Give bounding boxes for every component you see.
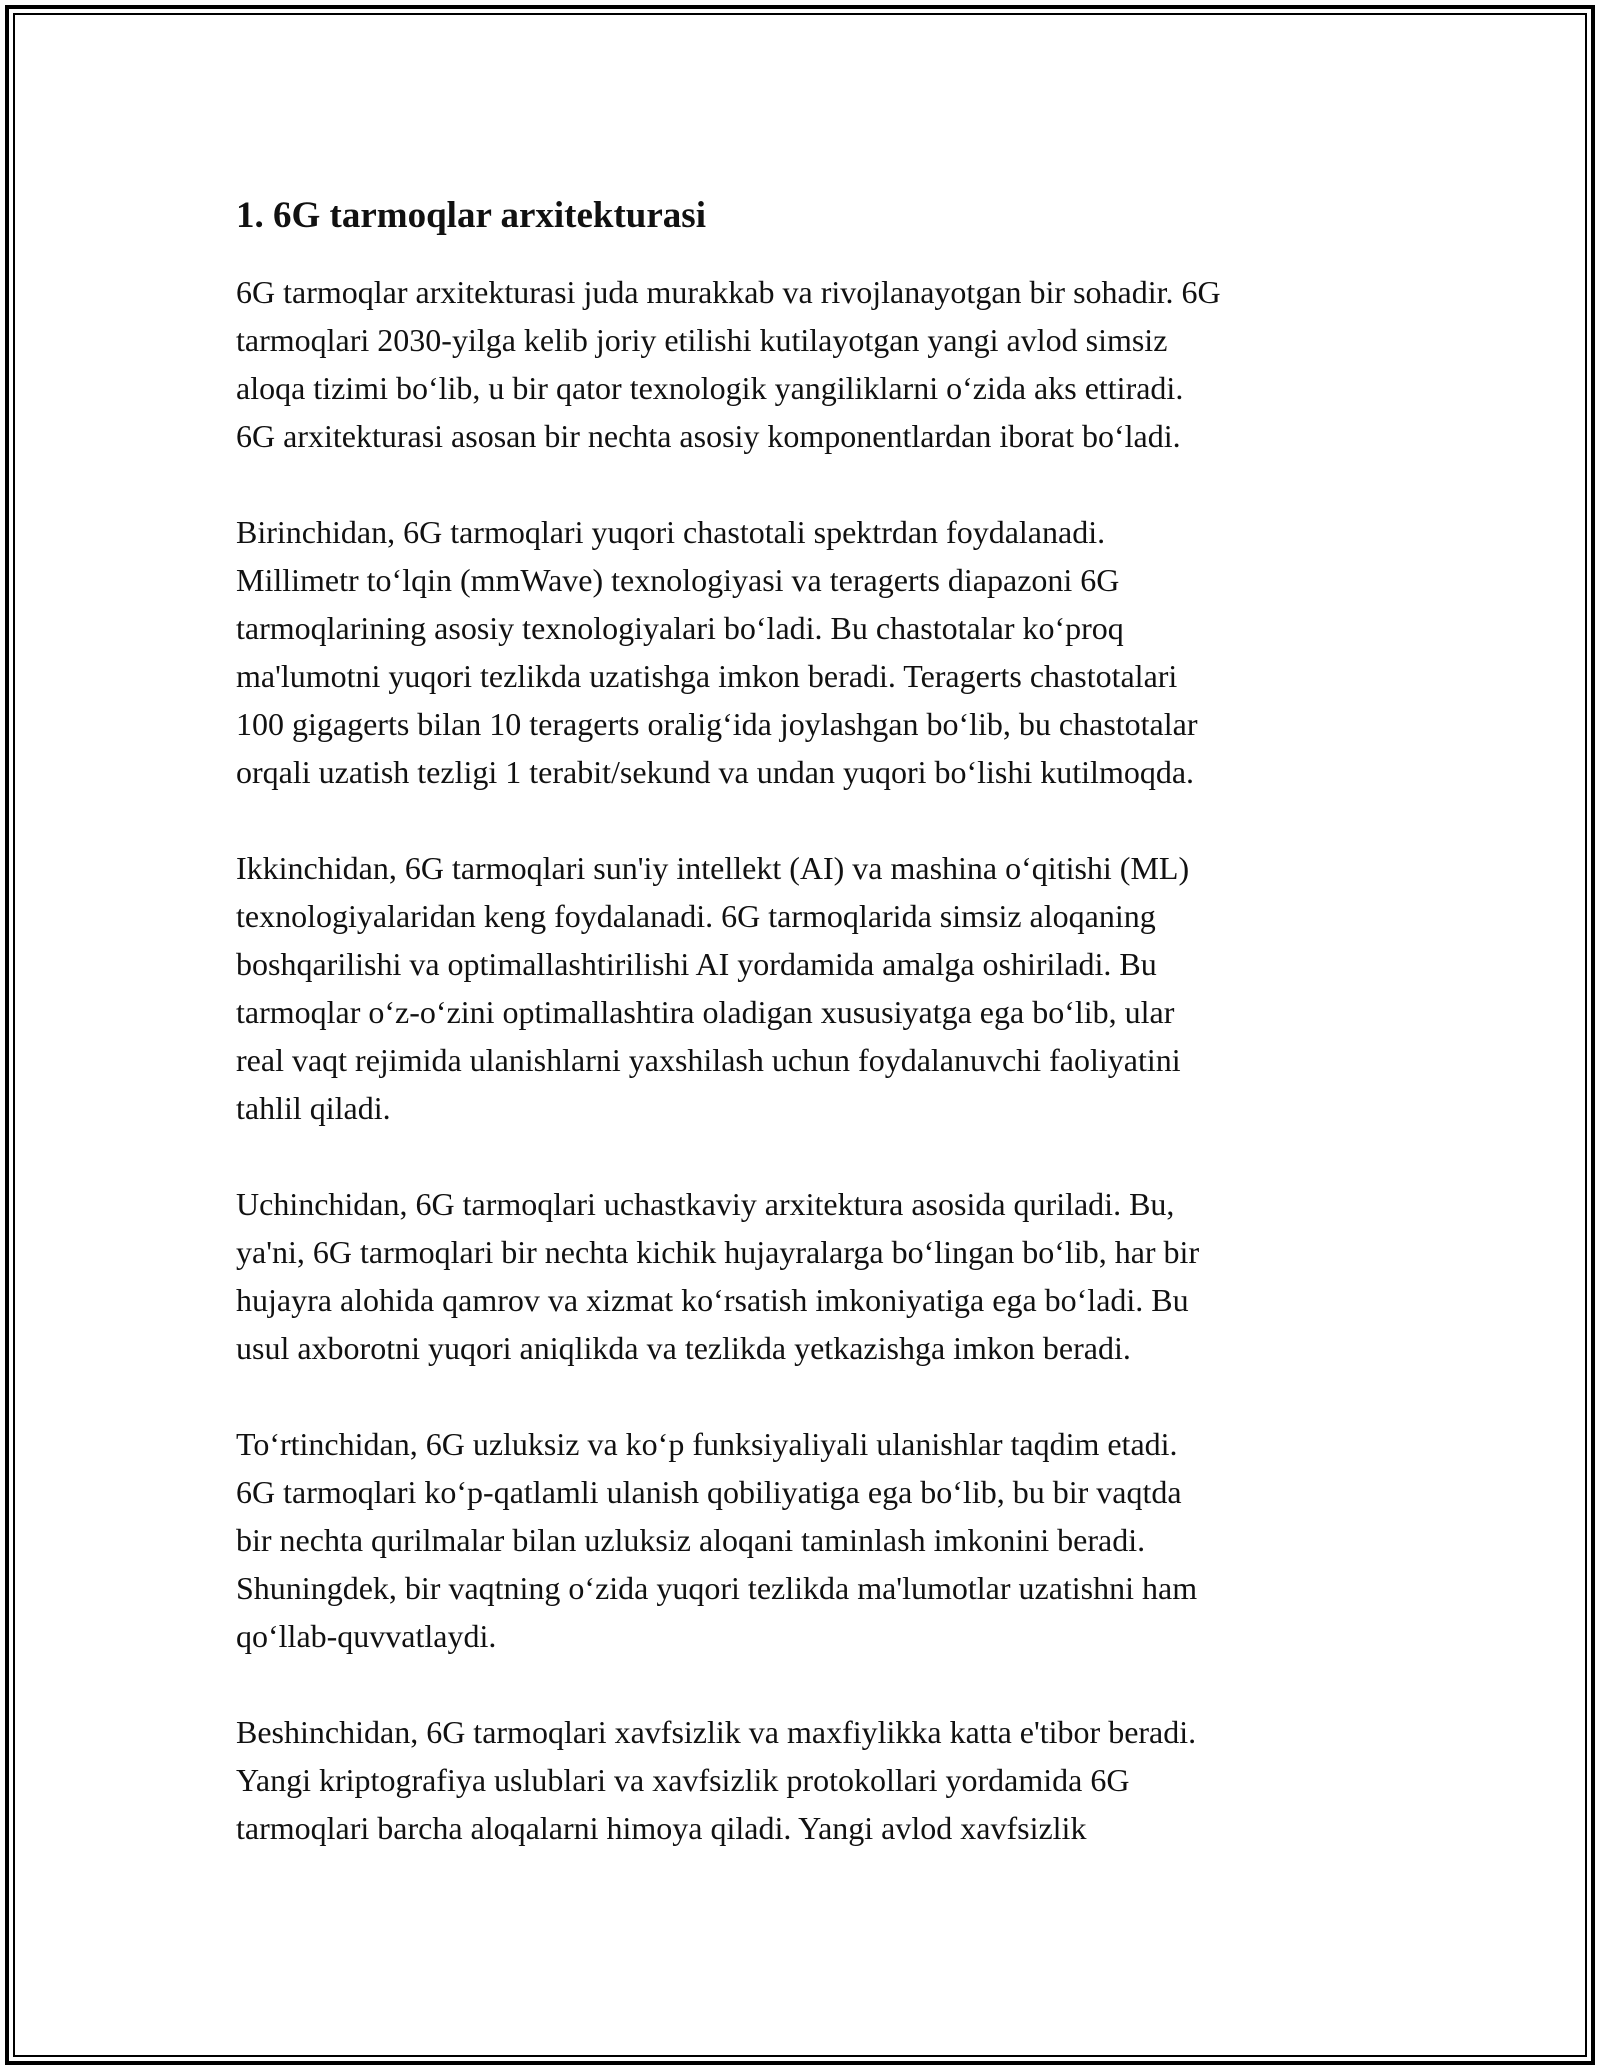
text-line: tarmoqlari 2030-yilga kelib joriy etilishi kutilayotgan yangi avlod simsiz bbox=[236, 322, 1168, 358]
text-line: real vaqt rejimida ulanishlarni yaxshilash uchun foydalanuvchi faoliyatini bbox=[236, 1042, 1181, 1078]
paragraph bbox=[236, 844, 1386, 1132]
text-line: Uchinchidan, 6G tarmoqlari uchastkaviy arxitektura asosida quriladi. Bu, bbox=[236, 1186, 1175, 1222]
paragraph bbox=[236, 1420, 1386, 1660]
text-line: bir nechta qurilmalar bilan uzluksiz aloqani taminlash imkonini beradi. bbox=[236, 1522, 1146, 1558]
text-line: Beshinchidan, 6G tarmoqlari xavfsizlik va maxfiylikka katta e'tibor beradi. bbox=[236, 1714, 1197, 1750]
text-line: Yangi kriptografiya uslublari va xavfsizlik protokollari yordamida 6G bbox=[236, 1762, 1130, 1798]
text-line: ya'ni, 6G tarmoqlari bir nechta kichik hujayralarga bo‘lingan bo‘lib, har bir bbox=[236, 1234, 1200, 1270]
text-line: hujayra alohida qamrov va xizmat ko‘rsatish imkoniyatiga ega bo‘ladi. Bu bbox=[236, 1282, 1189, 1318]
document-body bbox=[236, 188, 1386, 1900]
paragraph bbox=[236, 508, 1386, 796]
text-line: aloqa tizimi bo‘lib, u bir qator texnologik yangiliklarni o‘zida aks ettiradi. bbox=[236, 370, 1184, 406]
paragraph bbox=[236, 268, 1386, 460]
paragraph bbox=[236, 1180, 1386, 1372]
text-line: 6G arxitekturasi asosan bir nechta asosiy komponentlardan iborat bo‘ladi. bbox=[236, 418, 1181, 454]
text-line: usul axborotni yuqori aniqlikda va tezlikda yetkazishga imkon beradi. bbox=[236, 1330, 1131, 1366]
paragraph-list bbox=[236, 268, 1386, 1852]
text-line: Shuningdek, bir vaqtning o‘zida yuqori tezlikda ma'lumotlar uzatishni ham bbox=[236, 1570, 1198, 1606]
section-heading: 1. 6G tarmoqlar arxitekturasi bbox=[236, 195, 706, 236]
text-line: boshqarilishi va optimallashtirilishi AI yordamida amalga oshiriladi. Bu bbox=[236, 946, 1157, 982]
text-line: tarmoqlar o‘z-o‘zini optimallashtira oladigan xususiyatga ega bo‘lib, ular bbox=[236, 994, 1175, 1030]
text-line: qo‘llab-quvvatlaydi. bbox=[236, 1618, 497, 1654]
text-line: texnologiyalaridan keng foydalanadi. 6G tarmoqlarida simsiz aloqaning bbox=[236, 898, 1156, 934]
text-line: Birinchidan, 6G tarmoqlari yuqori chastotali spektrdan foydalanadi. bbox=[236, 514, 1106, 550]
text-line: orqali uzatish tezligi 1 terabit/sekund va undan yuqori bo‘lishi kutilmoqda. bbox=[236, 754, 1195, 790]
paragraph bbox=[236, 1708, 1386, 1852]
text-line: tarmoqlarining asosiy texnologiyalari bo‘ladi. Bu chastotalar ko‘proq bbox=[236, 610, 1124, 646]
text-line: ma'lumotni yuqori tezlikda uzatishga imkon beradi. Teragerts chastotalari bbox=[236, 658, 1178, 694]
text-line: Millimetr to‘lqin (mmWave) texnologiyasi va teragerts diapazoni 6G bbox=[236, 562, 1120, 598]
text-line: 100 gigagerts bilan 10 teragerts oralig‘ida joylashgan bo‘lib, bu chastotalar bbox=[236, 706, 1198, 742]
text-line: Ikkinchidan, 6G tarmoqlari sun'iy intellekt (AI) va mashina o‘qitishi (ML) bbox=[236, 850, 1190, 886]
text-line: To‘rtinchidan, 6G uzluksiz va ko‘p funksiyaliyali ulanishlar taqdim etadi. bbox=[236, 1426, 1178, 1462]
text-line: 6G tarmoqlar arxitekturasi juda murakkab va rivojlanayotgan bir sohadir. 6G bbox=[236, 274, 1221, 310]
text-line: 6G tarmoqlari ko‘p-qatlamli ulanish qobiliyatiga ega bo‘lib, bu bir vaqtda bbox=[236, 1474, 1182, 1510]
text-line: tahlil qiladi. bbox=[236, 1090, 391, 1126]
text-line: tarmoqlari barcha aloqalarni himoya qiladi. Yangi avlod xavfsizlik bbox=[236, 1810, 1087, 1846]
